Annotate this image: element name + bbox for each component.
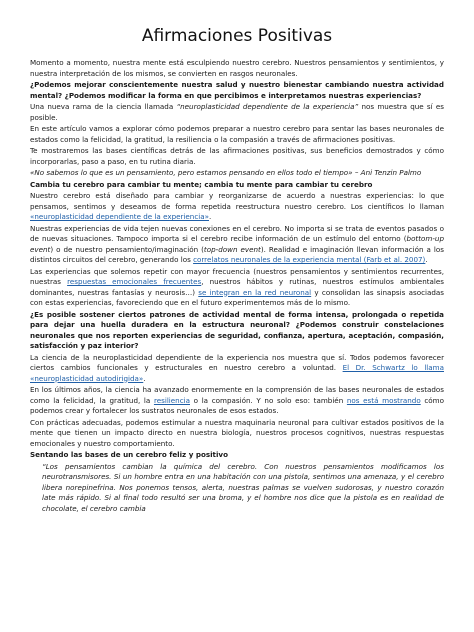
text-run: o la compasión. Y no solo eso: también xyxy=(190,395,347,405)
text-run: . xyxy=(209,212,212,221)
paragraph-self-directed xyxy=(30,353,444,385)
quote-thoughts-chemistry: “Los pensamientos cambian la química del cerebro. Con nuestros pensamientos modificamos los neurotransmisores. Si un hombre entra en una habitación con una pistola, sentimos una amenaza, y el cerebro libera norepinefrina. Nos ponemos tensos, alerta, nuestras palmas se vuelven sudorosas, y nuestro corazón late más rápido. Si al final todo resultó ser una broma, y el hombre nos dice que la pistola es en realidad de chocolate, el cerebro cambia xyxy=(42,461,444,513)
text-run: ) o de nuestro pensamiento/imaginación ( xyxy=(50,244,204,254)
quote-palmo: «No sabemos lo que es un pensamiento, pero estamos pensando en ellos todo el tiempo» – Ani Tenzin Palmo xyxy=(30,168,422,177)
text-run: Las experiencias que solemos repetir con mayor frecuencia (nuestros pensamientos y sentimientos recurrentes, nuestras xyxy=(30,266,444,286)
paragraph-bases: Te mostraremos las bases científicas detrás de las afirmaciones positivas, sus beneficios demostrados y cómo incorporarlas, paso a paso, en tu rutina diaria. xyxy=(30,146,444,166)
question-paragraph-2: ¿Es posible sostener ciertos patrones de actividad mental de forma intensa, prolongada o repetida para dejar una huella duradera en la estructura neuronal? ¿Podemos construir constelaciones neuronales que nos reporten experiencias de seguridad, confianza, apertura, aceptación, compasión, satisfacción y paz interior? xyxy=(30,309,444,350)
paragraph-brain-design xyxy=(30,191,444,223)
link-neural-network[interactable]: se integran en la red neuronal xyxy=(198,287,312,297)
text-run: Nuestro cerebro está diseñado para cambiar y reorganizarse de acuerdo a nuestras experiencias: lo que pensamos, sentimos y deseamos de forma repetida reestructura nuestro cerebro. Los científicos lo llaman xyxy=(30,191,444,211)
text-run: , nuestros hábitos y rutinas, nuestros estímulos ambientales dominantes, nuestras fantasías y neurosis…) xyxy=(30,277,444,297)
text-run: . xyxy=(425,255,428,264)
link-farb-2007[interactable]: correlatos neuronales de la experiencia mental (Farb et al. 2007) xyxy=(193,255,426,264)
section-heading-2: Sentando las bases de un cerebro feliz y positivo xyxy=(30,450,228,459)
paragraph-recent-science xyxy=(30,385,444,417)
emphasis-run: bottom-up event xyxy=(30,234,444,254)
paragraph-repeated-experiences xyxy=(30,267,444,309)
link-showing[interactable]: nos está mostrando xyxy=(346,395,421,405)
text-run: nos muestra que sí es posible. xyxy=(30,102,444,122)
text-run: La ciencia de la neuroplasticidad dependiente de la experiencia nos muestra que sí. Todos podemos favorecer ciertos cambios funcionales y estructurales en nuestro cerebro a voluntad. xyxy=(30,352,444,372)
paragraph-article-goal: En este artículo vamos a explorar cómo podemos preparar a nuestro cerebro para sentar las bases neuronales de estados como la felicidad, la gratitud, la resiliencia o la compasión a través de afirmaciones positivas. xyxy=(30,124,444,144)
text-run: y consolidan las sinapsis asociadas con estas experiencias, favoreciendo que en el futuro experimentemos más de lo mismo. xyxy=(30,287,444,307)
link-schwartz[interactable]: El Dr. Schwartz lo llama «neuroplasticidad autodirigida» xyxy=(30,363,444,383)
emphasis-run: top-down event xyxy=(203,244,261,254)
text-run: Nuestras experiencias de vida tejen nuevas conexiones en el cerebro. No importa si se trata de eventos pasados o de nuevas situaciones. Tampoco importa si el cerebro recibe información de un estímulo del entorno ( xyxy=(30,223,444,243)
text-run: Una nueva rama de la ciencia llamada xyxy=(30,102,177,111)
paragraph-life-experiences xyxy=(30,224,444,266)
link-emotional-responses[interactable]: respuestas emocionales frecuentes xyxy=(67,277,202,286)
text-run: cómo podemos crear y fortalecer los sustratos neuronales de esos estados. xyxy=(30,395,445,415)
document-title: Afirmaciones Positivas xyxy=(141,26,333,46)
link-neuroplasticity[interactable]: «neuroplasticidad dependiente de la experiencia» xyxy=(30,212,209,221)
text-run: ). Realidad e imaginación llevan información a los distintos circuitos del cerebro, generando los xyxy=(30,244,445,264)
paragraph-neuroplasticity xyxy=(30,102,444,123)
link-resilience[interactable]: resiliencia xyxy=(153,395,190,405)
emphasis-run: “neuroplasticidad dependiente de la experiencia” xyxy=(176,102,359,111)
paragraph-practices: Con prácticas adecuadas, podemos estimular a nuestra maquinaria neuronal para cultivar estados positivos de la mente que tienen un impacto directo en nuestra biología, nuestros procesos cognitivos, nuestras respuestas emocionales y nuestro comportamiento. xyxy=(30,417,444,448)
question-paragraph-1: ¿Podemos mejorar conscientemente nuestra salud y nuestro bienestar cambiando nuestra actividad mental? ¿Podemos modificar la forma en que percibimos e interpretamos nuestras experiencias? xyxy=(30,80,444,100)
intro-paragraph: Momento a momento, nuestra mente está esculpiendo nuestro cerebro. Nuestros pensamientos y sentimientos, y nuestra interpretación de los mismos, se convierten en rasgos neuronales. xyxy=(30,58,444,78)
text-run: . xyxy=(143,373,146,383)
text-run: En los últimos años, la ciencia ha avanzado enormemente en la comprensión de las bases neuronales de estados como la felicidad, la gratitud, la xyxy=(30,385,444,405)
section-heading-1: Cambia tu cerebro para cambiar tu mente; cambia tu mente para cambiar tu cerebro xyxy=(30,179,373,189)
